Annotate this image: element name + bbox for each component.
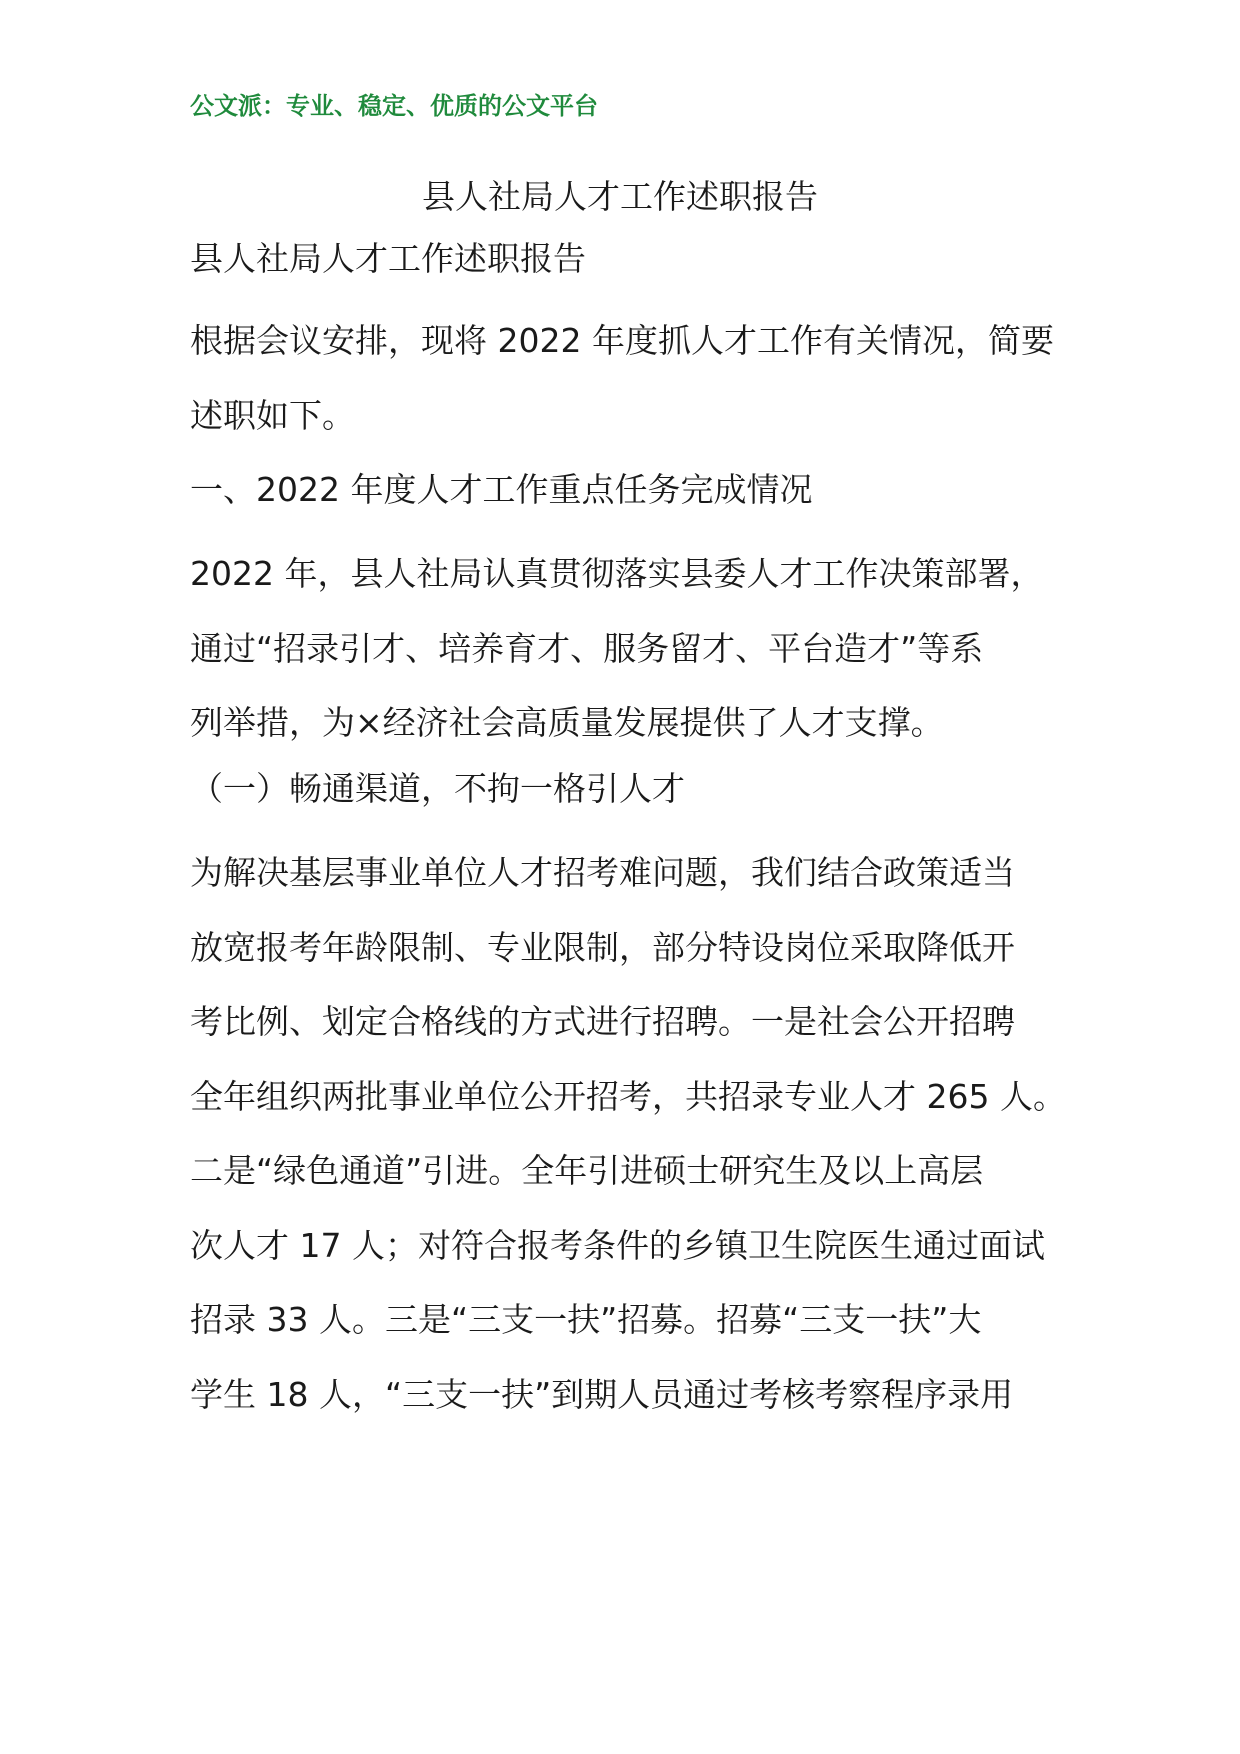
- intro-paragraph: [190, 304, 1062, 453]
- paragraph-line: 述职如下。: [190, 395, 355, 435]
- heading-line: 一、2022 年度人才工作重点任务完成情况: [190, 470, 813, 509]
- paragraph-line: 放宽报考年龄限制、专业限制，部分特设岗位采取降低开: [190, 927, 1015, 967]
- document-title: 县人社局人才工作述职报告: [422, 177, 818, 216]
- paragraph-line: 招录 33 人。三是“三支一扶”招募。招募“三支一扶”大: [190, 1300, 982, 1339]
- paragraph-line: 根据会议安排，现将 2022 年度抓人才工作有关情况，简要: [190, 321, 1054, 360]
- subsection-paragraph: [190, 836, 1066, 1432]
- platform-header: 公文派：专业、稳定、优质的公文平台: [190, 92, 598, 120]
- subtitle-line: 县人社局人才工作述职报告: [190, 239, 586, 278]
- paragraph-line: 2022 年，县人社局认真贯彻落实县委人才工作决策部署，: [190, 554, 1044, 593]
- paragraph-line: 次人才 17 人；对符合报考条件的乡镇卫生院医生通过面试: [190, 1225, 1045, 1265]
- heading-line: （一）畅通渠道，不拘一格引人才: [190, 769, 685, 808]
- section-paragraph: [190, 537, 1062, 761]
- paragraph-line: 考比例、划定合格线的方式进行招聘。一是社会公开招聘: [190, 1002, 1015, 1041]
- paragraph-line: 学生 18 人，“三支一扶”到期人员通过考核考察程序录用: [190, 1374, 1014, 1414]
- document-subtitle: [190, 222, 1062, 297]
- paragraph-line: 全年组织两批事业单位公开招考，共招录专业人才 265 人。: [190, 1076, 1066, 1116]
- paragraph-line: 为解决基层事业单位人才招考难问题，我们结合政策适当: [190, 853, 1015, 892]
- paragraph-line: 列举措，为×经济社会高质量发展提供了人才支撑。: [190, 703, 944, 742]
- paragraph-line: 通过“招录引才、培养育才、服务留才、平台造才”等系: [190, 628, 984, 668]
- subsection-heading: [190, 752, 1062, 827]
- section-heading: [190, 453, 1062, 528]
- paragraph-line: 二是“绿色通道”引进。全年引进硕士研究生及以上高层: [190, 1151, 984, 1190]
